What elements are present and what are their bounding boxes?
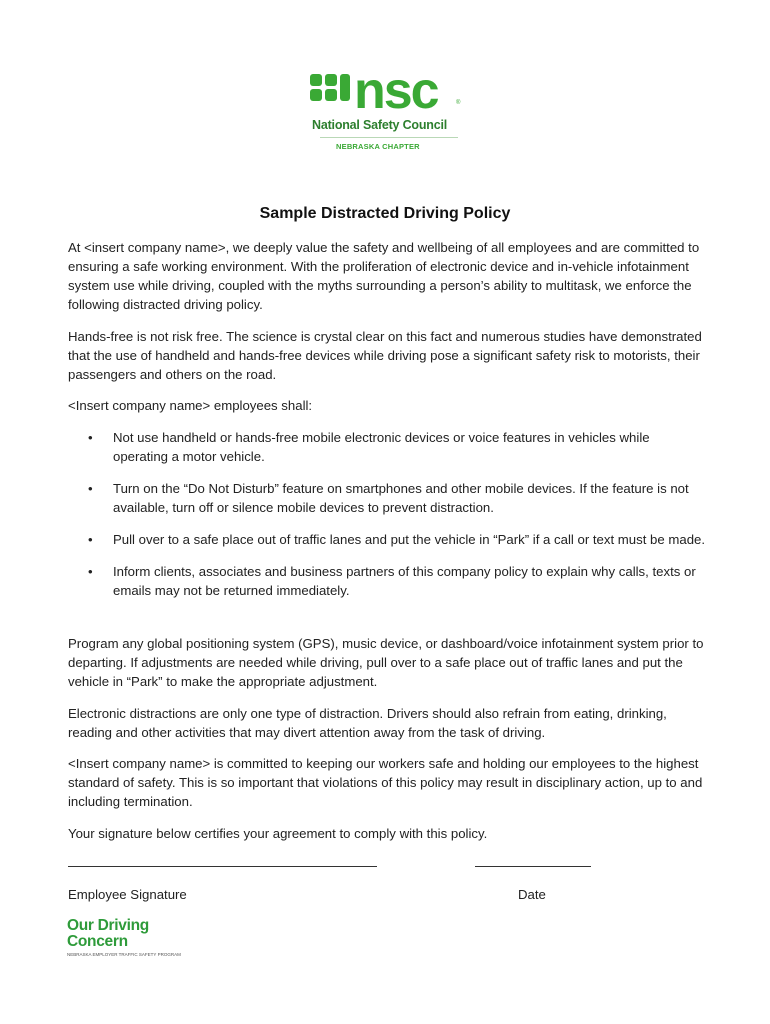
certification-paragraph: Your signature below certifies your agreement to comply with this policy.: [68, 826, 488, 841]
footer-logo-line1: Our Driving: [67, 917, 149, 934]
intro-paragraph: At <insert company name>, we deeply value the safety and wellbeing of all employees and are committed to ensuring a safe working environment. With the proliferation of electronic device and in-vehicle infotainment system use while driving, coupled with the myths surrounding a person’s ability to multitask, we enforce the following distracted driving policy.: [68, 240, 700, 312]
nsc-wordmark: nsc: [354, 62, 438, 120]
nsc-nebraska-logo: [310, 62, 470, 160]
employee-signature-line[interactable]: [68, 866, 377, 867]
list-item-text: Not use handheld or hands-free mobile electronic devices or voice features in vehicles while operating a motor vehicle.: [113, 430, 650, 464]
list-item-text: Turn on the “Do Not Disturb” feature on smartphones and other mobile devices. If the feature is not available, turn off or silence mobile devices to prevent distraction.: [113, 481, 689, 515]
bullet-icon: •: [88, 481, 93, 496]
organization-name: National Safety Council: [312, 118, 448, 132]
nsc-cross-icon: [310, 74, 352, 114]
commitment-paragraph: <Insert company name> is committed to keeping our workers safe and holding our employees to the highest standard of safety. This is so important that violations of this policy may result in disciplinary action, up to and including termination.: [68, 756, 703, 809]
policy-bullet-list: [68, 428, 708, 613]
other-distractions-paragraph: Electronic distractions are only one type of distraction. Drivers should also refrain from eating, drinking, reading and other activities that may divert attention away from the task of driving.: [68, 706, 667, 740]
employees-shall-paragraph: <Insert company name> employees shall:: [68, 398, 313, 413]
registered-mark: ®: [456, 100, 461, 106]
chapter-name: NEBRASKA CHAPTER: [336, 142, 420, 151]
bullet-icon: •: [88, 430, 93, 445]
list-item: [68, 562, 708, 600]
hands-free-paragraph: Hands-free is not risk free. The science is crystal clear on this fact and numerous studies have demonstrated that the use of handheld and hands-free devices while driving pose a significant safety risk to motorists, their passengers and others on the road.: [68, 329, 702, 382]
date-line[interactable]: [475, 866, 591, 867]
bullet-icon: •: [88, 564, 93, 579]
footer-logo-tagline: NEBRASKA EMPLOYER TRAFFIC SAFETY PROGRAM: [67, 952, 181, 957]
list-item: [68, 479, 708, 517]
list-item: [68, 530, 708, 549]
date-label: Date: [518, 887, 546, 902]
footer-logo-line2: Concern: [67, 933, 128, 950]
employee-signature-label: Employee Signature: [68, 887, 187, 902]
document-title: Sample Distracted Driving Policy: [259, 205, 511, 222]
list-item-text: Inform clients, associates and business partners of this company policy to explain why calls, texts or emails may not be returned immediately.: [113, 564, 696, 598]
list-item-text: Pull over to a safe place out of traffic lanes and put the vehicle in “Park” if a call or text must be made.: [113, 532, 706, 547]
list-item: [68, 428, 708, 466]
gps-paragraph: Program any global positioning system (GPS), music device, or dashboard/voice infotainment system prior to departing. If adjustments are needed while driving, pull over to a safe place out of traffic lanes and put the vehicle in “Park” to make the appropriate adjustment.: [68, 636, 704, 689]
bullet-icon: •: [88, 532, 93, 547]
logo-divider: [320, 137, 458, 138]
our-driving-concern-logo: [66, 916, 181, 961]
